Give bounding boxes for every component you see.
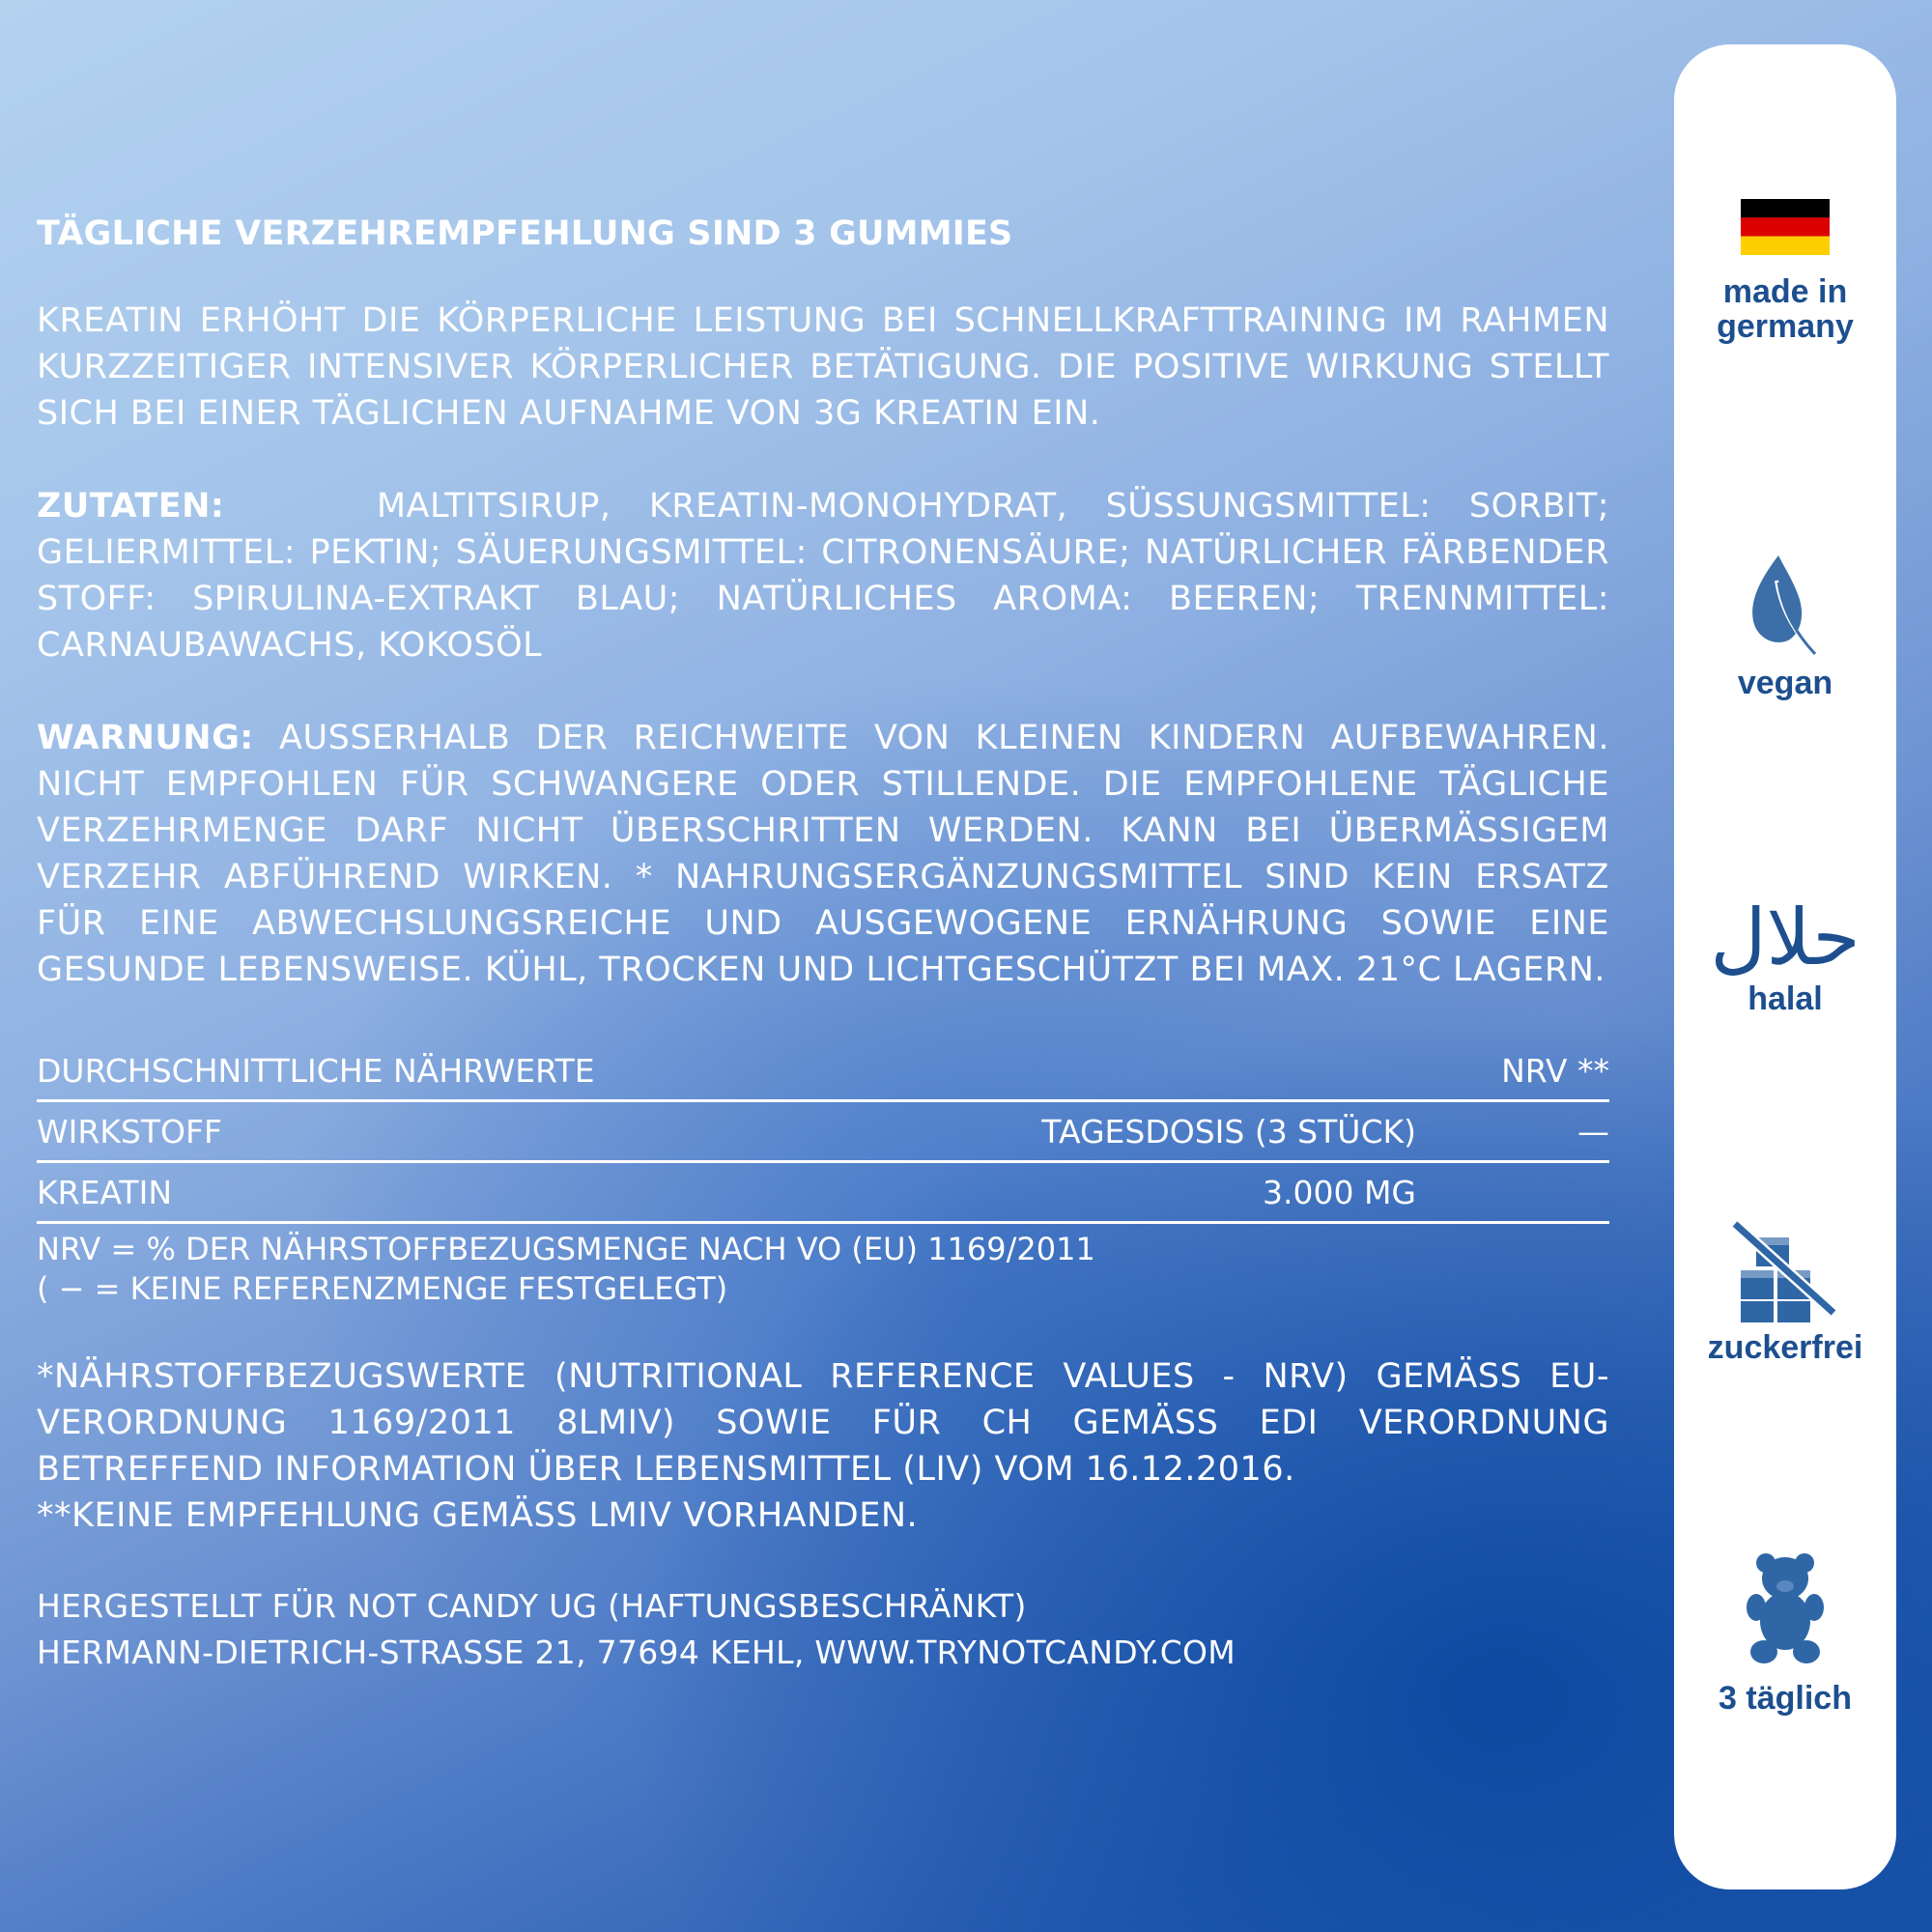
sugar-cubes-crossed-icon bbox=[1727, 1218, 1843, 1324]
table-cell-name: KREATIN bbox=[37, 1173, 173, 1211]
daily-dose-heading: TÄGLICHE VERZEHREMPFEHLUNG SIND 3 GUMMIES bbox=[37, 214, 1013, 253]
footnote-1: *NÄHRSTOFFBEZUGSWERTE (NUTRITIONAL REFERENCE VALUES - NRV) GEMÄSS EU-VERORDNUNG 1169/2011 8LMIV) SOWIE FÜR CH GEMÄSS EDI VERORDNUNG BETREFFEND INFORMATION ÜBER LEBENSMITTEL (LIV) VOM 16.12.2016. bbox=[37, 1357, 1609, 1489]
table-header-right: NRV ** bbox=[1501, 1051, 1609, 1090]
intro-paragraph: KREATIN ERHÖHT DIE KÖRPERLICHE LEISTUNG BEI SCHNELLKRAFTTRAINING IM RAHMEN KURZZEITIGER INTENSIVER KÖRPERLICHER BETÄTIGUNG. DIE POSITIVE WIRKUNG STELLT SICH BEI EINER TÄGLICHEN AUFNAHME VON 3G KREATIN EIN. bbox=[37, 301, 1609, 433]
warning-label: WARNUNG: bbox=[37, 719, 254, 757]
warning-paragraph bbox=[37, 715, 1609, 993]
made-in-line-1: made in bbox=[1722, 273, 1848, 310]
table-note-dash: ( − = KEINE REFERENZMENGE FESTGELEGT) bbox=[37, 1270, 728, 1307]
made-in-line-2: germany bbox=[1717, 308, 1854, 345]
three-daily-badge bbox=[1674, 1551, 1896, 1716]
label-content bbox=[37, 214, 1609, 1676]
table-row bbox=[37, 1163, 1609, 1224]
ingredients-paragraph bbox=[37, 483, 1609, 668]
nutrition-table bbox=[37, 1041, 1609, 1309]
table-cell-nrv: — bbox=[1577, 1112, 1609, 1151]
sugar-free-label: zuckerfrei bbox=[1707, 1329, 1863, 1366]
producer-line-1: HERGESTELLT FÜR NOT CANDY UG (HAFTUNGSBESCHRÄNKT) bbox=[37, 1587, 1027, 1625]
three-daily-label: 3 täglich bbox=[1719, 1680, 1852, 1717]
leaf-icon bbox=[1742, 552, 1829, 658]
producer-line-2: HERMANN-DIETRICH-STRASSE 21, 77694 KEHL, WWW.TRYNOTCANDY.COM bbox=[37, 1634, 1236, 1671]
sugar-free-badge bbox=[1674, 1218, 1896, 1365]
nrv-footnote bbox=[37, 1353, 1609, 1539]
halal-badge bbox=[1674, 895, 1896, 1016]
gummy-bear-icon bbox=[1745, 1551, 1826, 1667]
table-note-nrv: NRV = % DER NÄHRSTOFFBEZUGSMENGE NACH VO (EU) 1169/2011 bbox=[37, 1231, 1095, 1267]
warning-text: AUSSERHALB DER REICHWEITE VON KLEINEN KINDERN AUFBEWAHREN. NICHT EMPFOHLEN FÜR SCHWANGERE ODER STILLENDE. DIE EMPFOHLENE TÄGLICHE VERZEHRMENGE DARF NICHT ÜBERSCHRITTEN WERDEN. KANN BEI ÜBERMÄSSIGEM VERZEHR ABFÜHREND WIRKEN. * NAHRUNGSERGÄNZUNGSMITTEL SIND KEIN ERSATZ FÜR EINE ABWECHSLUNGSREICHE UND AUSGEWOGENE ERNÄHRUNG SOWIE EINE GESUNDE LEBENSWEISE. KÜHL, TROCKEN UND LICHTGESCHÜTZT BEI MAX. 21°C LAGERN. bbox=[37, 719, 1609, 989]
table-cell-name: WIRKSTOFF bbox=[37, 1112, 222, 1151]
vegan-badge bbox=[1674, 552, 1896, 700]
producer-info bbox=[37, 1583, 1609, 1676]
table-row bbox=[37, 1102, 1609, 1163]
vegan-label: vegan bbox=[1737, 665, 1833, 701]
table-cell-dose: TAGESDOSIS (3 STÜCK) bbox=[1041, 1112, 1416, 1151]
footnote-2: **KEINE EMPFEHLUNG GEMÄSS LMIV VORHANDEN. bbox=[37, 1496, 919, 1535]
made-in-germany-badge bbox=[1674, 199, 1896, 344]
badge-sidebar bbox=[1674, 44, 1896, 1889]
halal-arabic-icon: حلال bbox=[1710, 893, 1861, 982]
table-notes bbox=[37, 1230, 1609, 1309]
halal-label: halal bbox=[1747, 980, 1823, 1017]
ingredients-text: MALTITSIRUP, KREATIN-MONOHYDRAT, SÜSSUNGSMITTEL: SORBIT; GELIERMITTEL: PEKTIN; SÄUERUNGSMITTEL: CITRONENSÄURE; NATÜRLICHER FÄRBENDER STOFF: SPIRULINA-EXTRAKT BLAU; NATÜRLICHES AROMA: BEEREN; TRENNMITTEL: CARNAUBAWACHS, KOKOSÖL bbox=[37, 487, 1609, 665]
table-header-left: DURCHSCHNITTLICHE NÄHRWERTE bbox=[37, 1051, 595, 1090]
table-cell-dose: 3.000 MG bbox=[1262, 1173, 1416, 1211]
ingredients-label: ZUTATEN: bbox=[37, 487, 225, 526]
table-header-row bbox=[37, 1041, 1609, 1102]
germany-flag-icon bbox=[1741, 199, 1830, 255]
made-in-label bbox=[1674, 274, 1896, 344]
